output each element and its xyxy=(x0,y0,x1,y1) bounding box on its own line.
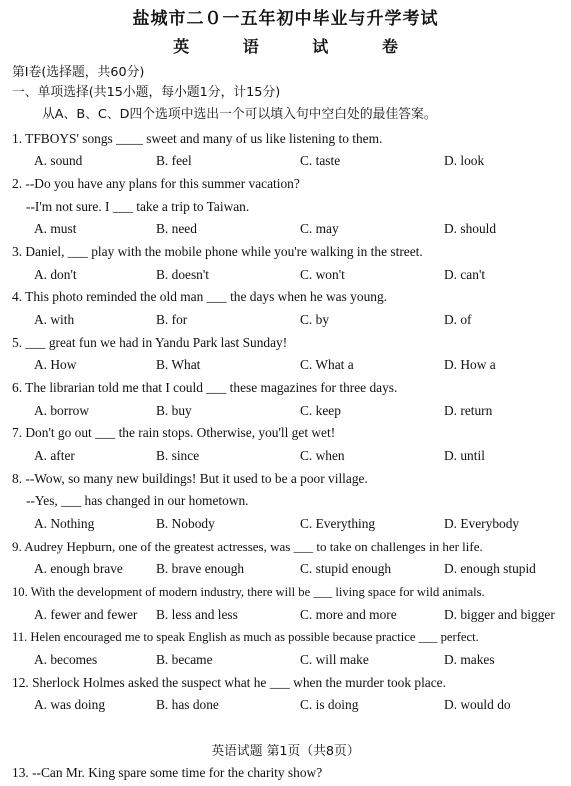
question-stem: 5. ___ great fun we had in Yandu Park last Sunday! xyxy=(12,335,288,350)
option-b: B. since xyxy=(156,448,200,463)
option-b: B. Nobody xyxy=(156,516,215,531)
option-a: A. enough brave xyxy=(34,561,123,576)
option-b: B. feel xyxy=(156,153,192,168)
question-stem: 4. This photo reminded the old man ___ the days when he was young. xyxy=(12,289,388,304)
option-a: A. was doing xyxy=(34,697,106,712)
option-a: A. with xyxy=(34,312,75,327)
question-stem: 3. Daniel, ___ play with the mobile phone while you're walking in the street. xyxy=(12,244,423,259)
option-d: D. bigger and bigger xyxy=(444,607,555,622)
option-d: D. makes xyxy=(444,652,495,667)
option-a: A. How xyxy=(34,357,77,372)
question-stem: 9. Audrey Hepburn, one of the greatest actresses, was ___ to take on challenges in her life. xyxy=(12,539,483,554)
option-c: C. is doing xyxy=(300,697,359,712)
option-d: D. should xyxy=(444,221,497,236)
option-a: A. borrow xyxy=(34,403,90,418)
option-c: C. more and more xyxy=(300,607,397,622)
question-stem: 6. The librarian told me that I could ___ these magazines for three days. xyxy=(12,380,398,395)
option-d: D. enough stupid xyxy=(444,561,536,576)
option-c: C. Everything xyxy=(300,516,376,531)
option-d: D. Everybody xyxy=(444,516,520,531)
option-c: C. stupid enough xyxy=(300,561,392,576)
question-stem-cont: --Yes, ___ has changed in our hometown. xyxy=(26,493,249,508)
option-c: C. when xyxy=(300,448,345,463)
option-c: C. What a xyxy=(300,357,354,372)
question-stem: 12. Sherlock Holmes asked the suspect what he ___ when the murder took place. xyxy=(12,675,446,690)
question-stem: 7. Don't go out ___ the rain stops. Otherwise, you'll get wet! xyxy=(12,425,336,440)
option-a: A. fewer and fewer xyxy=(34,607,138,622)
option-c: C. may xyxy=(300,221,339,236)
option-a: A. must xyxy=(34,221,77,236)
option-b: B. What xyxy=(156,357,201,372)
question-stem: 8. --Wow, so many new buildings! But it used to be a poor village. xyxy=(12,471,368,486)
page-footer: 英语试题 第1页（共8页） xyxy=(211,744,360,759)
option-b: B. need xyxy=(156,221,197,236)
question-stem: 10. With the development of modern industry, there will be ___ living space for wild animals. xyxy=(12,585,485,599)
option-d: D. look xyxy=(444,153,485,168)
option-b: B. became xyxy=(156,652,213,667)
option-a: A. after xyxy=(34,448,75,463)
option-d: D. return xyxy=(444,403,493,418)
option-c: C. by xyxy=(300,312,330,327)
option-b: B. doesn't xyxy=(156,267,210,282)
option-a: A. don't xyxy=(34,267,77,282)
option-b: B. buy xyxy=(156,403,192,418)
question-stem: 1. TFBOYS' songs ____ sweet and many of us like listening to them. xyxy=(12,131,383,146)
option-c: C. taste xyxy=(300,153,341,168)
option-d: D. would do xyxy=(444,697,511,712)
option-a: A. Nothing xyxy=(34,516,95,531)
option-b: B. has done xyxy=(156,697,219,712)
option-b: B. brave enough xyxy=(156,561,245,576)
option-b: B. less and less xyxy=(156,607,238,622)
question-stem: 2. --Do you have any plans for this summer vacation? xyxy=(12,176,300,191)
option-d: D. until xyxy=(444,448,485,463)
option-d: D. of xyxy=(444,312,472,327)
question-stem: 13. --Can Mr. King spare some time for the charity show? xyxy=(12,765,323,780)
question-stem: 11. Helen encouraged me to speak English as much as possible because practice ___ perfect. xyxy=(12,630,479,644)
exam-subtitle: 英 语 试 卷 xyxy=(173,37,422,56)
option-d: D. How a xyxy=(444,357,496,372)
option-a: A. becomes xyxy=(34,652,98,667)
part-heading: 第Ⅰ卷(选择题，共60分) xyxy=(12,65,145,80)
exam-title: 盐城市二０一五年初中毕业与升学考试 xyxy=(132,9,439,29)
option-a: A. sound xyxy=(34,153,83,168)
option-c: C. won't xyxy=(300,267,345,282)
section-instruction: 从A、B、C、D四个选项中选出一个可以填入句中空白处的最佳答案。 xyxy=(42,107,437,122)
option-c: C. keep xyxy=(300,403,341,418)
option-d: D. can't xyxy=(444,267,486,282)
question-stem-cont: --I'm not sure. I ___ take a trip to Taiwan. xyxy=(26,199,250,214)
option-b: B. for xyxy=(156,312,188,327)
section-heading: 一、单项选择(共15小题，每小题1分，计15分) xyxy=(12,85,281,100)
option-c: C. will make xyxy=(300,652,369,667)
